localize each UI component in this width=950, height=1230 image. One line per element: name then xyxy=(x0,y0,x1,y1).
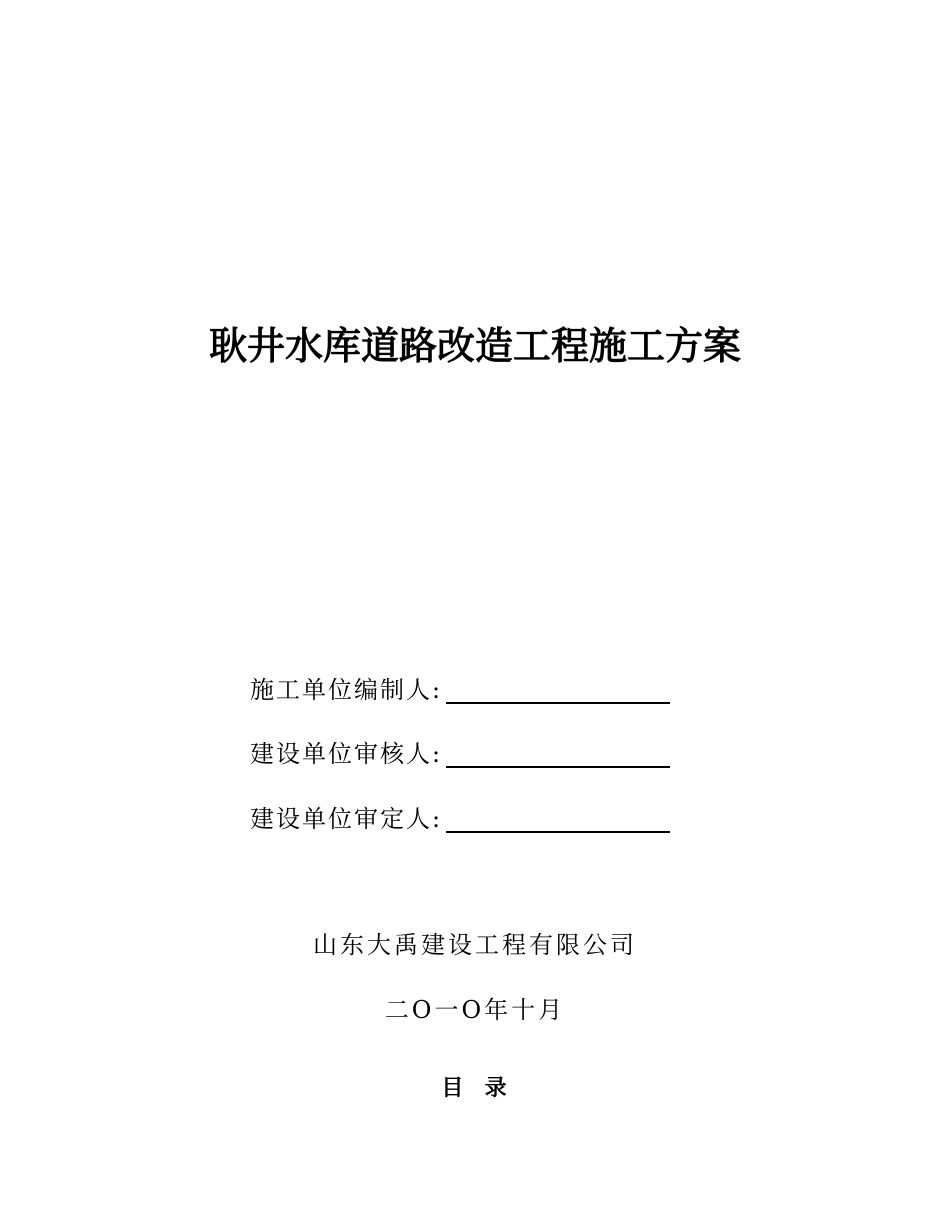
signature-row-compiler xyxy=(250,672,670,708)
document-date: 二O一O年十月 xyxy=(384,996,566,1024)
signature-row-reviewer xyxy=(250,736,670,772)
signature-label-reviewer: 建设单位审核人: xyxy=(250,740,443,768)
toc-heading: 目 录 xyxy=(441,1076,509,1101)
signature-blank-line xyxy=(446,766,670,768)
signature-blank-line xyxy=(446,702,670,704)
company-name: 山东大禹建设工程有限公司 xyxy=(313,931,637,959)
signature-label-compiler: 施工单位编制人: xyxy=(250,676,443,704)
signature-row-approver xyxy=(250,801,670,837)
document-title: 耿井水库道路改造工程施工方案 xyxy=(208,324,741,368)
signature-blank-line xyxy=(446,831,670,833)
signature-label-approver: 建设单位审定人: xyxy=(250,805,443,833)
